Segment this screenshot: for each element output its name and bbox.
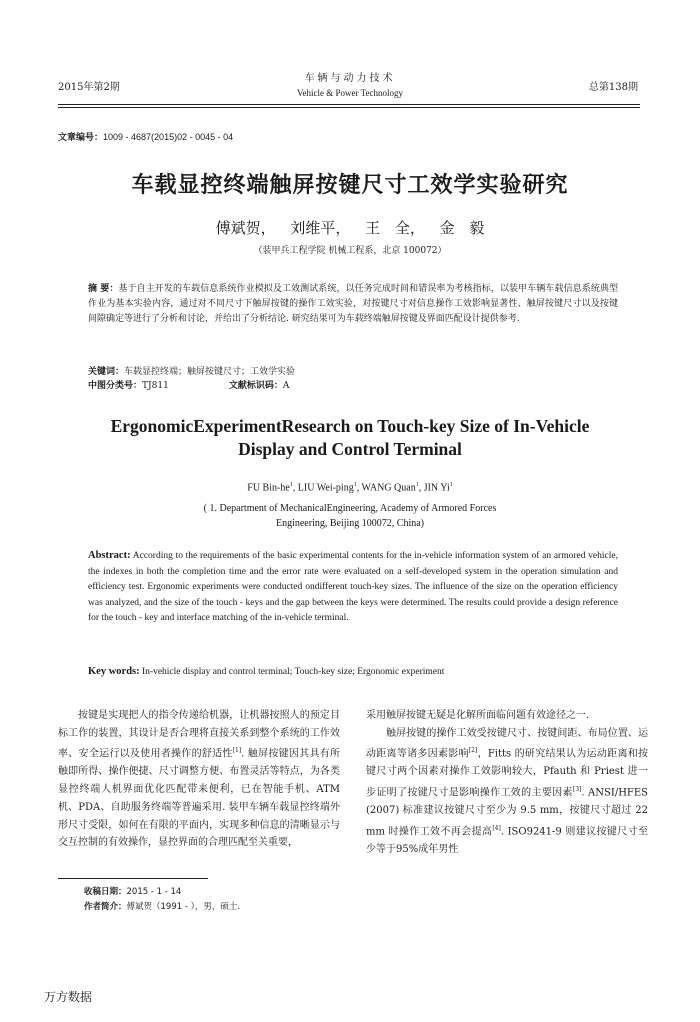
title-en-line2: Display and Control Terminal: [238, 439, 462, 459]
keywords-cn-text: 车载显控终端；触屏按键尺寸；工效学实验: [124, 367, 296, 377]
title-en-line1: ErgonomicExperimentResearch on Touch-key Size of In-Vehicle: [110, 416, 590, 436]
abstract-en: [88, 548, 618, 627]
body-paragraph: 触屏按键的操作工效受按键尺寸、按键间距、布局位置、运动距离等诸多因素影响[2]，Fitts 的研究结果认为运动距离和按键尺寸两个因素对操作工效影响较大，Pfauth 和 Priest 进一步证明了按键尺寸是影响操作工效的主要因素[3]. ANSI/HFES (2007) 标准建议按键尺寸至少为 9.5 mm，按键尺寸超过 22 mm 时操作工效不再会提高[4]. ISO9241-9 则建议按键尺寸至少等于95%成年男性: [366, 727, 649, 855]
article-number-label: 文章编号：: [58, 132, 104, 142]
running-header-journal-cn: 车辆与动力技术: [304, 73, 396, 84]
citation-1: [1]: [232, 747, 242, 755]
authors-cn: 傅斌贺， 刘维平， 王 全， 金 毅: [215, 219, 485, 237]
author-en-1: FU Bin-he: [247, 482, 290, 494]
title-en: [0, 415, 700, 461]
citation-4: [4]: [492, 824, 501, 832]
affiliation-cn: （装甲兵工程学院 机械工程系，北京 100072）: [253, 246, 447, 256]
keywords-en-label: Key words:: [88, 666, 140, 677]
keywords-en: [88, 666, 444, 677]
article-number: [58, 130, 233, 143]
authors-en: FU Bin-$he^1$, LIU Wei-ping$^1$, WANG Quan$^1$, JIN Yi$^1$: [247, 482, 453, 494]
keywords-en-text: In-vehicle display and control terminal; Touch-key size; Ergonomic experiment: [142, 667, 445, 677]
running-header-total-issue: 总第138期: [588, 82, 638, 93]
abstract-cn: [88, 282, 618, 327]
footnote-author-bio: 作者简介：傅斌贺（1991 - ），男，硕士.: [84, 902, 241, 912]
doc-code-label: 文献标识码：: [228, 381, 283, 391]
watermark: 万方数据: [44, 990, 93, 1004]
citation-2: [2]: [468, 747, 478, 755]
abstract-en-label: Abstract:: [88, 550, 131, 561]
title-cn: 车载显控终端触屏按键尺寸工效学实验研究: [131, 173, 569, 198]
abstract-cn-label: 摘 要：: [88, 284, 119, 294]
footnote-rule: [58, 878, 208, 879]
header-rule-bottom: [58, 107, 640, 108]
clc-label: 中图分类号：: [88, 381, 143, 391]
doc-code-value: A: [282, 381, 290, 391]
keywords-cn: [88, 365, 295, 393]
footnote-received: 收稿日期：2015 - 1 - 14: [84, 887, 182, 897]
abstract-cn-text: 基于自主开发的车载信息系统作业模拟及工效测试系统，以任务完成时间和错误率为考核指标，以装甲车辆车载信息系统典型作业为基本实验内容，通过对不同尺寸下触屏按键的操作工效实验，对按键尺寸对信息操作工效影响显著性、触屏按键尺寸以及按键间隙确定等进行了分析和讨论，并给出了分析结论. 研究结果可为车载终端触屏按键及界面匹配设计提供参考.: [88, 284, 618, 324]
article-number-value: 1009 - 4687(2015)02 - 0045 - 04: [103, 132, 234, 142]
abstract-en-text: According to the requirements of the basic experimental contents for the in-vehicle information system of an armored vehicle, the indexes in both the completion time and the error rate were evaluated on a self-developed system in the operation simulation and efficiency test. Ergonomic experiments were conducted ondifferent touch-key sizes. The influence of the size on the operation efficiency was analyzed, and the size of the touch - keys and the gap between the keys were determined. The results could provide a design reference for the touch - key and interface matching of the in-vehicle terminal.: [88, 551, 618, 623]
author-en-3: WANG Quan: [361, 482, 416, 494]
author-en-4: JIN Yi: [423, 482, 450, 494]
running-header-journal-en: Vehicle & Power Technology: [297, 88, 403, 98]
keywords-cn-label: 关键词：: [88, 367, 125, 377]
body-column-right: [366, 707, 648, 859]
running-header-issue: 2015年第2期: [58, 82, 120, 93]
author-en-2: LIU Wei-ping: [297, 482, 354, 494]
clc-value: TJ811: [142, 381, 169, 391]
body-column-left: 按键是实现把人的指令传递给机器，让机器按照人的预定目标工作的装置，其设计是否合理将直接关系到整个系统的工作效率、安全运行以及使用者操作的舒适性[1]. 触屏按键因其具有所触即所得、操作便捷、尺寸调整方便、布置灵活等特点，为各类显控终端人机界面优化匹配带来便利，已在智能手机、ATM 机、PDA、自助服务终端等普遍采用. 装甲车辆车载显控终端外形尺寸受限，如何在有限的平面内，实现多种信息的清晰显示与交互控制的有效操作，显控界面的合理匹配至关重要，: [58, 710, 341, 849]
affiliation-en: ( 1. Department of MechanicalEngineering, Academy of Armored Forces Engineering, Beijing 100072, China): [203, 503, 497, 529]
header-rule-top: [58, 104, 640, 105]
citation-3: [3]: [572, 786, 582, 794]
body-paragraph: 采用触屏按键无疑是化解所面临问题有效途径之一.: [366, 710, 590, 721]
